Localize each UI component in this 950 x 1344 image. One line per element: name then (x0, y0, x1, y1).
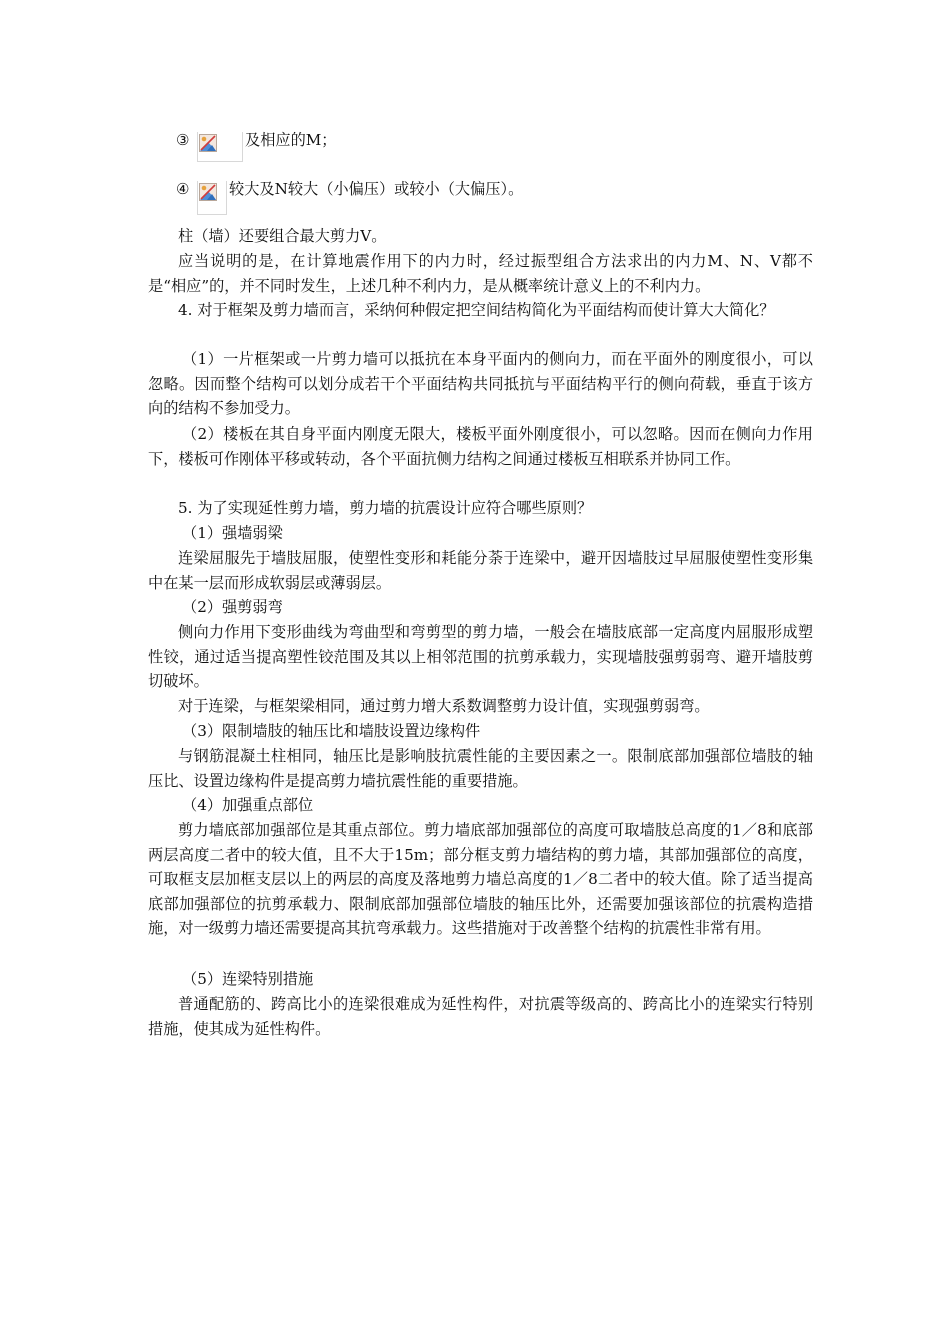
list-item-4 (176, 177, 190, 201)
sub-heading: （4）加强重点部位 (182, 796, 314, 814)
question-heading: 4. 对于框架及剪力墙而言，采纳何种假定把空间结构简化为平面结构而使计算大大简化？ (178, 301, 775, 319)
list-item-3 (176, 128, 190, 152)
sub-heading: （1）强墙弱梁 (182, 524, 283, 542)
paragraph: 普通配筋的、跨高比小的连梁很难成为延性构件，对抗震等级高的、跨高比小的连梁实行特别措施，使其成为延性构件。 (148, 995, 813, 1038)
question-heading: 5. 为了实现延性剪力墙，剪力墙的抗震设计应符合哪些原则？ (178, 499, 593, 517)
paragraph: 剪力墙底部加强部位是其重点部位。剪力墙底部加强部位的高度可取墙肢总高度的1／8和底部两层高度二者中的较大值，且不大于15m；部分框支剪力墙结构的剪力墙，其部加强部位的高度，可取框支层加框支层以上的两层的高度及落地剪力墙总高度的1／8二者中的较大值。除了适当提高底部加强部位的抗剪承载力、限制底部加强部位墙肢的轴压比外，还需要加强该部位的抗震构造措施，对一级剪力墙还需要提高其抗弯承载力。这些措施对于改善整个结构的抗震性非常有用。 (148, 821, 813, 938)
sub-heading: （3）限制墙肢的轴压比和墙肢设置边缘构件 (182, 722, 481, 740)
paragraph: 应当说明的是，在计算地震作用下的内力时，经过振型组合方法求出的内力M、N、V都不是“相应”的，并不同时发生，上述几种不利内力，是从概率统计意义上的不利内力。 (148, 252, 813, 295)
item-marker: ④ (176, 180, 190, 198)
paragraph: 与钢筋混凝土柱相同，轴压比是影响肢抗震性能的主要因素之一。限制底部加强部位墙肢的轴压比、设置边缘构件是提高剪力墙抗震性能的重要措施。 (148, 747, 813, 790)
item-marker: ③ (176, 131, 190, 149)
paragraph: 对于连梁，与框架梁相同，通过剪力增大系数调整剪力设计值，实现强剪弱弯。 (178, 697, 710, 715)
sub-heading: （2）强剪弱弯 (182, 598, 283, 616)
image-icon (199, 183, 217, 201)
paragraph: （1）一片框架或一片剪力墙可以抵抗在本身平面内的侧向力，而在平面外的刚度很小，可以忽略。因而整个结构可以划分成若干个平面结构共同抵抗与平面结构平行的侧向荷载，垂直于该方向的结构不参加受力。 (148, 350, 813, 418)
paragraph: 侧向力作用下变形曲线为弯曲型和弯剪型的剪力墙，一般会在墙肢底部一定高度内屈服形成塑性铰，通过适当提高塑性铰范围及其以上相邻范围的抗剪承载力，实现墙肢强剪弱弯、避开墙肢剪切破坏。 (148, 623, 813, 691)
paragraph: 柱（墙）还要组合最大剪力V。 (178, 227, 387, 245)
image-icon (199, 134, 217, 152)
paragraph: 连梁屈服先于墙肢屈服，使塑性变形和耗能分荼于连梁中，避开因墙肢过早屈服使塑性变形集中在某一层而形成软弱层或薄弱层。 (148, 549, 813, 592)
sub-heading: （5）连梁特别措施 (182, 970, 314, 988)
list-item-4-text: 较大及N较大（小偏压）或较小（大偏压）。 (229, 180, 524, 198)
list-item-3-text: 及相应的M； (245, 131, 337, 149)
paragraph: （2）楼板在其自身平面内刚度无限大，楼板平面外刚度很小，可以忽略。因而在侧向力作用下，楼板可作刚体平移或转动，各个平面抗侧力结构之间通过楼板互相联系并协同工作。 (148, 425, 813, 468)
